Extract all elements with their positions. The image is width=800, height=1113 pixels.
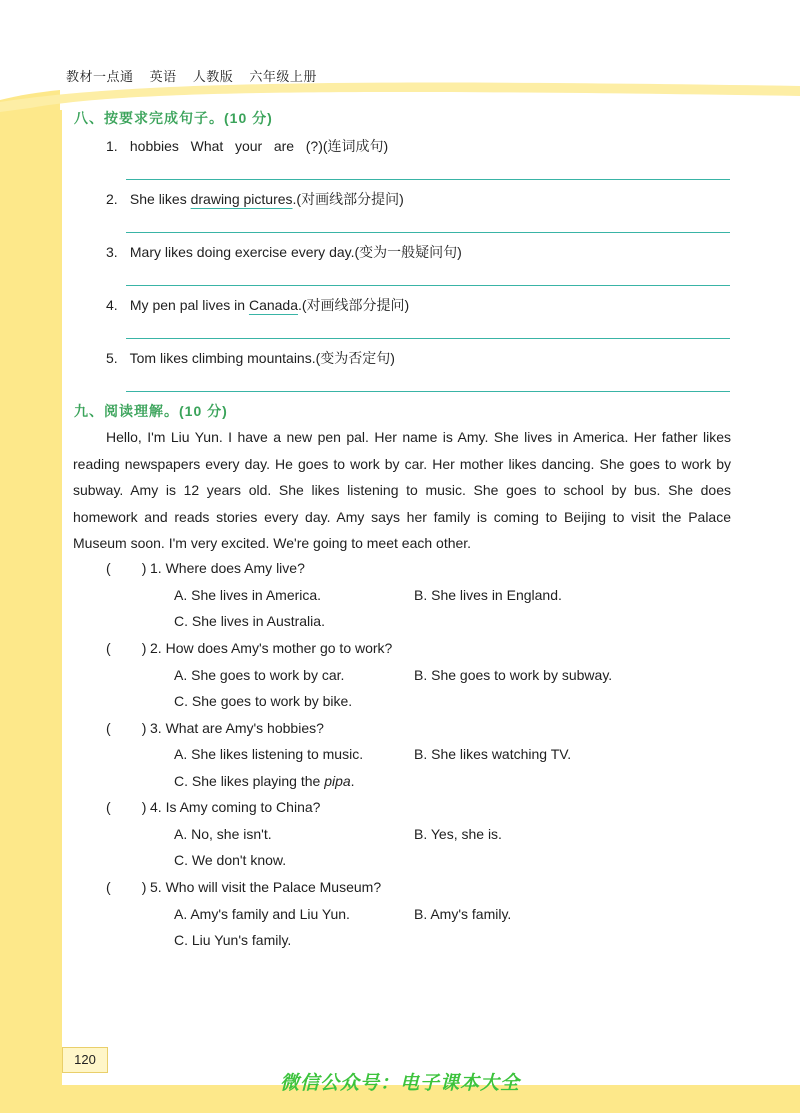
section-9-title: 九、阅读理解。(10 分) [74, 403, 228, 419]
answer-blank[interactable]: ( ) [106, 879, 147, 895]
option-a: A. She lives in America. [174, 587, 322, 603]
item-text: hobbies What your are (?)(连词成句) [129, 138, 389, 154]
edition: 人教版 [192, 69, 234, 84]
section-8-title: 八、按要求完成句子。(10 分) [74, 110, 273, 126]
mc-question-4 [106, 799, 320, 815]
question-text: Is Amy coming to China? [165, 799, 321, 815]
option-c-post: . [350, 773, 355, 789]
item-text: Mary likes doing exercise every day.(变为一般疑问句) [129, 244, 462, 260]
option-c [174, 773, 355, 789]
option-b: B. Amy's family. [414, 906, 512, 922]
passage-text: Hello, I'm Liu Yun. I have a new pen pal. Her name is Amy. She lives in America. Her father likes reading newspapers every day. He goes to work by car. Her mother likes dancing. She goes to work by subway. Amy is 12 years old. She likes listening to music. She goes to school by bus. She does homework and reads stories every day. Amy says her family is coming to Beijing to visit the Palace Museum soon. I'm very excited. We're going to meet each other. [73, 429, 731, 551]
item-text-pre: My pen pal lives in [129, 297, 249, 313]
book-header [66, 66, 329, 85]
item-text-post: .(对画线部分提问) [298, 297, 410, 313]
item-number: 5. [106, 350, 118, 366]
question-text: Where does Amy live? [165, 560, 305, 576]
question-number: 1. [150, 560, 162, 576]
answer-blank[interactable]: ( ) [106, 799, 147, 815]
item-number: 1. [106, 138, 118, 154]
option-a: A. Amy's family and Liu Yun. [174, 906, 350, 922]
option-c-pre: C. She likes playing the [174, 773, 325, 789]
option-c-italic: pipa [324, 773, 351, 789]
option-a: A. She goes to work by car. [174, 667, 345, 683]
mc-question-3 [106, 720, 324, 736]
sentence-item-3 [106, 242, 462, 262]
mc-question-5 [106, 879, 381, 895]
option-a: A. She likes listening to music. [174, 746, 364, 762]
grade: 六年级上册 [249, 69, 317, 84]
option-c: C. She lives in Australia. [174, 613, 325, 629]
sentence-item-4 [106, 295, 409, 315]
question-number: 2. [150, 640, 162, 656]
answer-line-4[interactable] [126, 338, 730, 339]
sentence-item-2 [106, 189, 404, 209]
item-text: Tom likes climbing mountains.(变为否定句) [129, 350, 395, 366]
question-number: 4. [150, 799, 162, 815]
item-number: 4. [106, 297, 118, 313]
item-text-post: .(对画线部分提问) [292, 191, 404, 207]
answer-line-5[interactable] [126, 391, 730, 392]
sentence-item-1 [106, 136, 388, 156]
option-b: B. She lives in England. [414, 587, 562, 603]
answer-blank[interactable]: ( ) [106, 720, 147, 736]
answer-line-1[interactable] [126, 179, 730, 180]
mc-question-2 [106, 640, 392, 656]
book-name: 教材一点通 [66, 69, 134, 84]
option-a: A. No, she isn't. [174, 826, 272, 842]
page-number: 120 [62, 1047, 108, 1073]
option-c: C. Liu Yun's family. [174, 932, 292, 948]
question-text: How does Amy's mother go to work? [165, 640, 393, 656]
option-c: C. We don't know. [174, 852, 287, 868]
answer-blank[interactable]: ( ) [106, 560, 147, 576]
footer-watermark: 微信公众号：电子课本大全 [279, 1073, 520, 1094]
answer-blank[interactable]: ( ) [106, 640, 147, 656]
option-b: B. Yes, she is. [414, 826, 502, 842]
question-text: Who will visit the Palace Museum? [165, 879, 382, 895]
mc-question-1 [106, 560, 305, 576]
question-number: 3. [150, 720, 162, 736]
item-number: 3. [106, 244, 118, 260]
underlined-phrase: drawing pictures [190, 191, 293, 207]
item-number: 2. [106, 191, 118, 207]
sentence-item-5 [106, 348, 395, 368]
subject: 英语 [149, 69, 177, 84]
reading-passage [73, 424, 731, 557]
question-text: What are Amy's hobbies? [165, 720, 324, 736]
option-c: C. She goes to work by bike. [174, 693, 353, 709]
underlined-phrase: Canada [248, 297, 298, 313]
answer-line-3[interactable] [126, 285, 730, 286]
item-text-pre: She likes [129, 191, 191, 207]
option-b: B. She goes to work by subway. [414, 667, 613, 683]
answer-line-2[interactable] [126, 232, 730, 233]
question-number: 5. [150, 879, 162, 895]
option-b: B. She likes watching TV. [414, 746, 572, 762]
